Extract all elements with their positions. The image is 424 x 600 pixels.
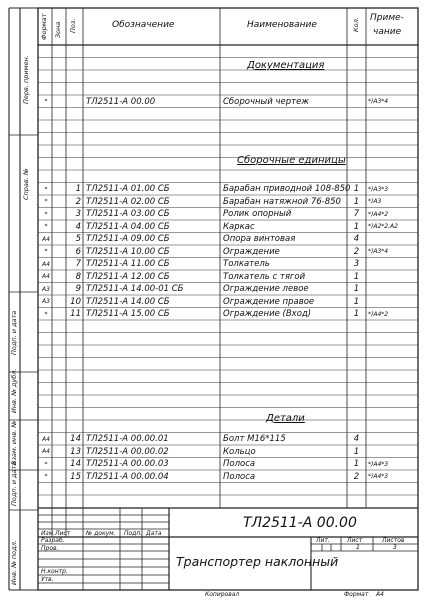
- row-name: Ролик опорный: [223, 209, 292, 219]
- row-designation: ТЛ2511-А 10.00 СБ: [86, 246, 170, 257]
- row-name: Полоса: [223, 459, 256, 469]
- row-designation: ТЛ2511-А 12.00 СБ: [86, 271, 170, 282]
- side-inv-dubl: Инв. № дубл.: [10, 368, 18, 413]
- col-izm: Изм.: [41, 530, 56, 537]
- doc-title: Транспортер наклонный: [176, 554, 339, 569]
- row-name: Болт М16*115: [223, 434, 286, 444]
- row-designation: ТЛ2511-А 11.00 СБ: [86, 259, 170, 269]
- row-format: *: [44, 198, 48, 205]
- row-designation: ТЛ2511-А 09.00 СБ: [86, 234, 170, 244]
- row-format: *: [44, 223, 48, 230]
- row-position: 11: [70, 309, 81, 319]
- side-podp-data-1: Подп. и дата: [10, 310, 18, 355]
- row-designation: ТЛ2511-А 00.00.03: [86, 459, 169, 469]
- row-qty: 1: [353, 446, 360, 457]
- col-data: Дата: [146, 530, 162, 537]
- header-name: Наименование: [247, 20, 317, 30]
- row-qty: 1: [353, 271, 360, 282]
- label-nkontr: Н.контр.: [41, 568, 68, 575]
- row-designation: ТЛ2511-А 00.00.04: [86, 471, 169, 482]
- listov-value: 3: [393, 544, 397, 551]
- footer-format-label: Формат: [344, 591, 369, 598]
- row-designation: ТЛ2511-А 14.00-01 СБ: [86, 284, 184, 294]
- row-position: 9: [75, 284, 81, 294]
- row-position: 14: [70, 459, 81, 469]
- col-podp: Подп.: [124, 530, 143, 537]
- col-list: Лист: [55, 530, 71, 537]
- row-format: А4: [42, 235, 50, 243]
- label-prov: Пров.: [41, 545, 59, 552]
- row-format: А4: [42, 435, 50, 443]
- row-format: *: [44, 460, 48, 468]
- row-qty: 1: [353, 296, 360, 307]
- row-note: *)А3*4: [368, 248, 389, 255]
- row-position: 15: [70, 471, 81, 482]
- row-qty: 3: [353, 259, 360, 269]
- row-qty: 4: [353, 434, 360, 444]
- section-parts: Детали: [266, 413, 305, 424]
- row-designation: ТЛ2511-А 15.00 СБ: [86, 309, 170, 319]
- label-utv: Утв.: [41, 576, 54, 583]
- row-position: 8: [75, 271, 81, 282]
- row-note: *)А3*3: [368, 185, 389, 193]
- row-name: Опора винтовая: [223, 234, 296, 244]
- row-name: Сборочный чертеж: [223, 96, 309, 107]
- row-name: Каркас: [223, 221, 255, 232]
- row-designation: ТЛ2511-А 14.00 СБ: [86, 296, 170, 307]
- row-qty: 2: [353, 471, 360, 482]
- row-qty: 1: [353, 221, 360, 232]
- row-name: Ограждение (Вход): [223, 309, 312, 319]
- row-note: *)А4*3: [368, 473, 389, 480]
- header-zone: Зона: [54, 21, 62, 38]
- footer-format-value: А4: [376, 591, 384, 598]
- label-listov: Листов: [382, 537, 405, 544]
- row-position: 3: [75, 209, 81, 219]
- label-lit: Лит.: [316, 537, 330, 544]
- row-name: Полоса: [223, 471, 256, 482]
- header-note-1: Приме-: [370, 13, 404, 23]
- row-qty: 1: [353, 196, 360, 207]
- row-name: Ограждение: [223, 246, 280, 257]
- side-vzam-inv: Взам. инв. №: [10, 420, 18, 465]
- row-designation: ТЛ2511-А 02.00 СБ: [86, 196, 170, 207]
- row-format: А4: [42, 273, 50, 280]
- list-value: 1: [356, 544, 360, 551]
- row-position: 2: [75, 196, 81, 207]
- row-name: Кольцо: [223, 446, 256, 457]
- row-position: 14: [70, 434, 81, 444]
- header-designation: Обозначение: [112, 20, 175, 30]
- section-documentation: Документация: [247, 60, 325, 71]
- row-qty: 7: [353, 209, 360, 219]
- row-position: 7: [75, 259, 81, 269]
- label-list: Лист: [347, 537, 363, 544]
- header-qty: Кол.: [352, 17, 360, 32]
- section-assemblies: Сборочные единицы: [237, 155, 346, 166]
- row-designation: ТЛ2511-А 01.00 СБ: [86, 184, 170, 194]
- row-designation: ТЛ2511-А 00.00.02: [86, 446, 169, 457]
- row-qty: 1: [353, 284, 360, 294]
- header-format: Формат: [40, 13, 48, 40]
- side-perv-primen: Перв. примен.: [22, 55, 30, 104]
- row-position: 1: [75, 184, 81, 194]
- row-format: *: [44, 310, 48, 318]
- side-sprav-no: Справ. №: [22, 168, 30, 200]
- row-format: *: [44, 210, 48, 218]
- row-format: А4: [42, 260, 50, 268]
- row-note: *)А4*3: [368, 460, 389, 468]
- row-name: Барабан приводной 108-850: [223, 184, 351, 194]
- row-note: *)А3: [368, 198, 382, 205]
- row-qty: 1: [353, 459, 360, 469]
- doc-code: ТЛ2511-А 00.00: [243, 515, 357, 531]
- row-name: Толкатель с тягой: [223, 271, 306, 282]
- header-pos: Поз.: [69, 18, 77, 33]
- side-podp-data-2: Подп. и дата: [10, 461, 18, 506]
- row-note: *)А4*2: [368, 210, 389, 218]
- row-qty: 1: [353, 184, 360, 194]
- row-designation: ТЛ2511-А 04.00 СБ: [86, 221, 170, 232]
- row-position: 6: [75, 246, 81, 257]
- row-format: *: [44, 248, 48, 255]
- row-name: Ограждение правое: [223, 296, 315, 307]
- row-designation: ТЛ2511-А 03.00 СБ: [86, 209, 170, 219]
- row-format: А3: [42, 298, 50, 305]
- row-format: *: [44, 473, 48, 480]
- row-designation: ТЛ2511-А 00.00.01: [86, 434, 169, 444]
- row-note: *)А4*2: [368, 310, 389, 318]
- row-note: *)А3*4: [368, 98, 389, 105]
- footer-copied: Копировал: [205, 591, 240, 598]
- row-note: *)А2*2,А2: [368, 223, 398, 230]
- row-format: *: [44, 185, 48, 193]
- row-position: 5: [75, 234, 81, 244]
- row-qty: 1: [353, 309, 360, 319]
- col-docno: № докум.: [86, 530, 116, 537]
- side-inv-podl: Инв. № подл.: [10, 540, 18, 585]
- row-designation: ТЛ2511-А 00.00: [86, 96, 156, 107]
- row-name: Толкатель: [223, 259, 270, 269]
- row-position: 13: [70, 446, 81, 457]
- row-qty: 2: [353, 246, 360, 257]
- header-note-2: чание: [373, 27, 402, 37]
- row-name: Ограждение левое: [223, 284, 309, 294]
- row-format: *: [44, 98, 48, 105]
- row-position: 4: [75, 221, 81, 232]
- row-name: Барабан натяжной 76-850: [223, 196, 341, 207]
- row-qty: 4: [353, 234, 360, 244]
- row-format: А4: [42, 448, 50, 455]
- row-position: 10: [70, 296, 81, 307]
- label-razrab: Разраб.: [41, 537, 65, 544]
- row-format: А3: [42, 285, 50, 293]
